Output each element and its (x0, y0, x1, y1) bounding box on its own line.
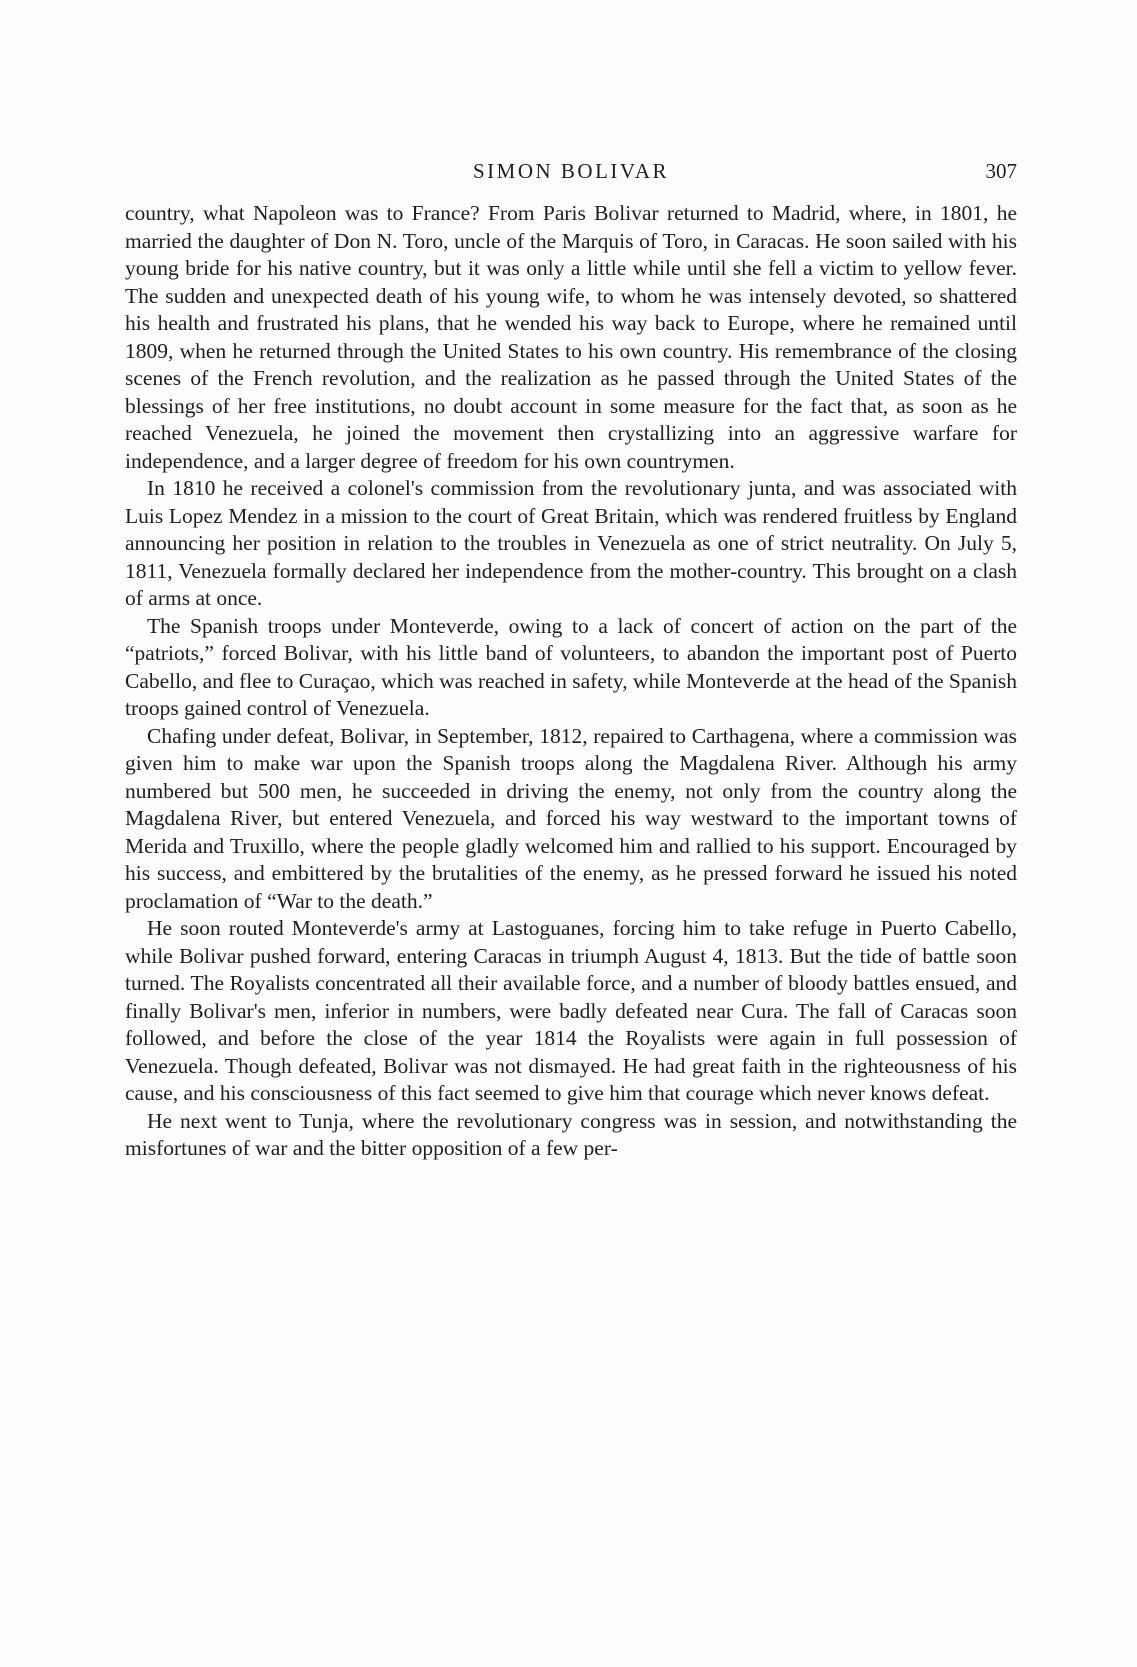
page-header (125, 155, 1017, 187)
paragraph-6: He next went to Tunja, where the revolutionary congress was in session, and notwithstanding the misfortunes of war and the bitter opposition of a few per- (125, 1108, 1017, 1160)
page-number: 307 (985, 159, 1017, 183)
paragraph-3: The Spanish troops under Monteverde, owing to a lack of concert of action on the part of the “patriots,” forced Bolivar, with his little band of volunteers, to abandon the important post of Puerto Cabello, and flee to Curaçao, which was reached in safety, while Monteverde at the head of the Spanish troops gained control of Venezuela. (125, 613, 1017, 720)
paragraph-1: country, what Napoleon was to France? From Paris Bolivar returned to Madrid, where, in 1801, he married the daughter of Don N. Toro, uncle of the Marquis of Toro, in Caracas. He soon sailed with his young bride for his native country, but it was only a little while until she fell a victim to yellow fever. The sudden and unexpected death of his young wife, to whom he was intensely devoted, so shattered his health and frustrated his plans, that he wended his way back to Europe, where he remained until 1809, when he returned through the United States to his own country. His remembrance of the closing scenes of the French revolution, and the realization as he passed through the United States of the blessings of her free institutions, no doubt account in some measure for the fact that, as soon as he reached Venezuela, he joined the movement then crystallizing into an aggressive warfare for independence, and a larger degree of freedom for his own countrymen. (125, 201, 1017, 473)
paragraph-4: Chafing under defeat, Bolivar, in September, 1812, repaired to Carthagena, where a commission was given him to make war upon the Spanish troops along the Magdalena River. Although his army numbered but 500 men, he succeeded in driving the enemy, not only from the country along the Magdalena River, but entered Venezuela, and forced his way westward to the important towns of Merida and Truxillo, where the people gladly welcomed him and rallied to his support. Encouraged by his success, and embittered by the brutalities of the enemy, as he pressed forward he issued his noted proclamation of “War to the death.” (125, 723, 1017, 913)
paragraph-2: In 1810 he received a colonel's commission from the revolutionary junta, and was associated with Luis Lopez Mendez in a mission to the court of Great Britain, which was rendered fruitless by England announcing her position in relation to the troubles in Venezuela as one of strict neutrality. On July 5, 1811, Venezuela formally declared her independence from the mother-country. This brought on a clash of arms at once. (125, 476, 1017, 610)
running-title: SIMON BOLIVAR (472, 159, 670, 183)
paragraph-5: He soon routed Monteverde's army at Lastoguanes, forcing him to take refuge in Puerto Cabello, while Bolivar pushed forward, entering Caracas in triumph August 4, 1813. But the tide of battle soon turned. The Royalists concentrated all their available force, and a number of bloody battles ensued, and finally Bolivar's men, inferior in numbers, were badly defeated near Cura. The fall of Caracas soon followed, and before the close of the year 1814 the Royalists were again in full possession of Venezuela. Though defeated, Bolivar was not dismayed. He had great faith in the righteousness of his cause, and his consciousness of this fact seemed to give him that courage which never knows defeat. (125, 916, 1017, 1105)
body-text (125, 200, 1017, 1163)
